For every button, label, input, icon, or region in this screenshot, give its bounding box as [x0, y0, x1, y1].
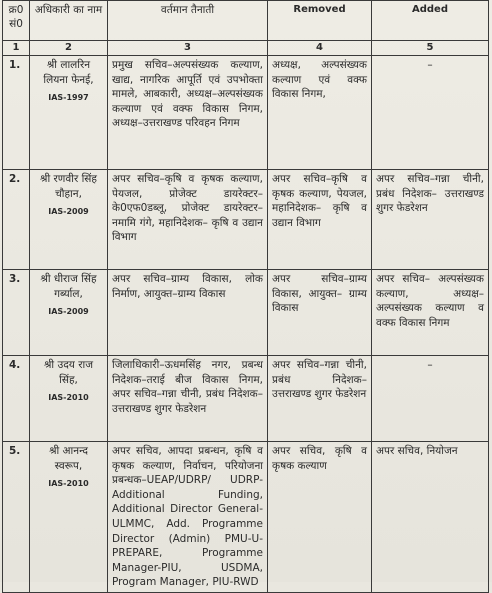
officer-name: श्री आनन्द स्वरूप, [49, 445, 88, 472]
ias-batch: IAS-2009 [48, 307, 89, 317]
header-name: अधिकारी का नाम [30, 1, 108, 41]
ias-batch: IAS-2010 [48, 393, 89, 403]
table-row [3, 356, 489, 442]
ias-batch: IAS-1997 [48, 93, 89, 103]
row-serial: 1. [3, 56, 30, 170]
column-number-row [3, 41, 489, 56]
row-serial: 4. [3, 356, 30, 442]
removed-posting: अपर सचिव–कृषि व कृषक कल्याण, पेयजल, महानिदेशक– कृषि व उद्यान विभाग [268, 170, 372, 270]
column-number: 1 [3, 41, 30, 56]
row-serial: 2. [3, 170, 30, 270]
current-posting: अपर सचिव–कृषि व कृषक कल्याण, पेयजल, प्रोजेक्ट डायरेक्टर–के0एफ0डब्लू, प्रोजेक्ट डायरेक्टर–नमामि गंगे, महानिदेशक– कृषि व उद्यान विभाग [108, 170, 268, 270]
current-posting: अपर सचिव, आपदा प्रबन्धन, कृषि व कृषक कल्याण, निर्वाचन, परियोजना प्रबन्धक–UEAP/UDRP/ UDRP-Additional Funding, Additional Director General-ULMMC, Add. Programme Director (Admin) PMU-U-PREPARE, Programme Manager-PIU, USDMA, Program Manager, PIU-RWD [108, 442, 268, 593]
row-serial: 5. [3, 442, 30, 593]
officer-name: श्री धीराज सिंह गर्ब्याल, [40, 273, 97, 300]
header-removed: Removed [268, 1, 372, 41]
officer-name-cell [30, 356, 108, 442]
removed-posting: अपर सचिव–ग्राम्य विकास, आयुक्त– ग्राम्य विकास [268, 270, 372, 356]
added-posting: अपर सचिव–गन्ना चीनी, प्रबंध निदेशक– उत्तराखण्ड शुगर फेडरेशन [372, 170, 489, 270]
removed-posting: अध्यक्ष, अल्पसंख्यक कल्याण एवं वक्फ विकास निगम, [268, 56, 372, 170]
officer-name: श्री उदय राज सिंह, [43, 359, 94, 386]
column-number: 3 [108, 41, 268, 56]
header-added: Added [372, 1, 489, 41]
header-row [3, 1, 489, 41]
officer-name: श्री लालरिन लियना फेनई, [43, 59, 94, 86]
officer-name: श्री रणवीर सिंह चौहान, [40, 173, 97, 200]
added-posting: – [372, 56, 489, 170]
current-posting: अपर सचिव–ग्राम्य विकास, लोक निर्माण, आयुक्त–ग्राम्य विकास [108, 270, 268, 356]
row-serial: 3. [3, 270, 30, 356]
officer-name-cell [30, 56, 108, 170]
officer-name-cell [30, 270, 108, 356]
table-row [3, 270, 489, 356]
ias-batch: IAS-2009 [48, 207, 89, 217]
column-number: 5 [372, 41, 489, 56]
current-posting: प्रमुख सचिव–अल्पसंख्यक कल्याण, खाद्य, नागरिक आपूर्ति एवं उपभोक्ता मामले, आबकारी, अध्यक्ष–अल्पसंख्यक कल्याण एवं वक्फ विकास निगम, अध्यक्ष–उत्तराखण्ड परिवहन निगम [108, 56, 268, 170]
table-row [3, 170, 489, 270]
added-posting: अपर सचिव, नियोजन [372, 442, 489, 593]
table-row [3, 442, 489, 593]
officer-transfer-table [2, 0, 489, 593]
table-row [3, 56, 489, 170]
header-current-posting: वर्तमान तैनाती [108, 1, 268, 41]
officer-name-cell [30, 442, 108, 593]
removed-posting: अपर सचिव–गन्ना चीनी, प्रबंध निदेशक– उत्तराखण्ड शुगर फेडरेशन [268, 356, 372, 442]
added-posting: अपर सचिव– अल्पसंख्यक कल्याण, अध्यक्ष–अल्पसंख्यक कल्याण व वक्फ विकास निगम [372, 270, 489, 356]
added-posting: – [372, 356, 489, 442]
current-posting: जिलाधिकारी–ऊधमसिंह नगर, प्रबन्ध निदेशक–तराई बीज विकास निगम, अपर सचिव–गन्ना चीनी, प्रबंध निदेशक–उत्तराखण्ड शुगर फेडरेशन [108, 356, 268, 442]
officer-name-cell [30, 170, 108, 270]
ias-batch: IAS-2010 [48, 479, 89, 489]
removed-posting: अपर सचिव, कृषि व कृषक कल्याण [268, 442, 372, 593]
column-number: 2 [30, 41, 108, 56]
header-serial: क्र0 सं0 [3, 1, 30, 41]
column-number: 4 [268, 41, 372, 56]
